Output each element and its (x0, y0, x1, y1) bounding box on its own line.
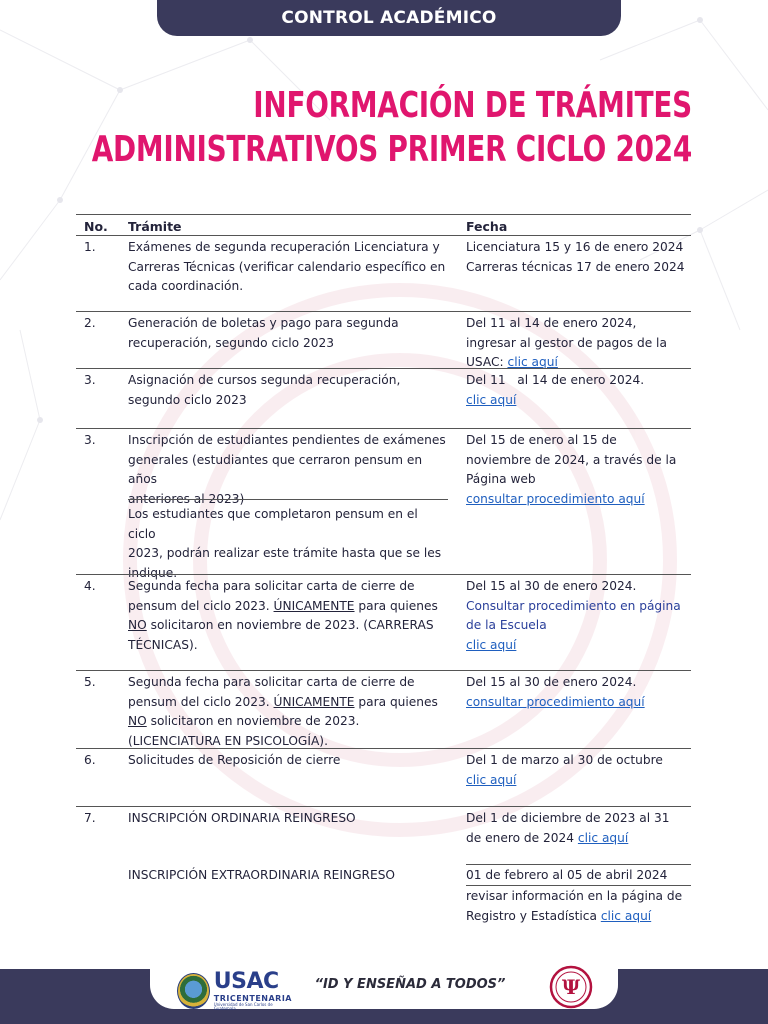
unicamente-emphasis: ÚNICAMENTE (273, 598, 355, 613)
clic-aqui-link[interactable]: clic aquí (466, 772, 517, 787)
fecha-line: Consultar procedimiento en página (466, 598, 681, 613)
table-row (76, 235, 691, 313)
tramite-line: recuperación, segundo ciclo 2023 (128, 335, 335, 350)
tramite-cell (128, 577, 448, 655)
tramite-line: Exámenes de segunda recuperación Licenciatura y (128, 240, 440, 254)
tramite-text: pensum del ciclo 2023. (128, 598, 270, 613)
psi-symbol: Ψ (561, 975, 581, 999)
fecha-line: de la Escuela (466, 618, 547, 633)
header-no: No. (84, 219, 108, 234)
table-row (76, 806, 691, 865)
fecha-line: Licenciatura 15 y 16 de enero 2024 (466, 240, 684, 254)
row-divider (466, 864, 691, 865)
psychology-school-logo-icon (549, 965, 593, 1009)
clic-aqui-link[interactable]: clic aquí (577, 830, 629, 845)
fecha-prefix: de enero de 2024 (466, 830, 575, 845)
fecha-cell (466, 751, 691, 790)
tramite-cell (128, 673, 448, 751)
tramite-line (128, 616, 448, 636)
tramite-line: Inscripción de estudiantes pendientes de exámenes (128, 433, 446, 447)
header-fecha: Fecha (466, 219, 508, 234)
row-number: 6. (84, 753, 96, 767)
fecha-cell (466, 431, 691, 509)
fecha-cell (466, 238, 691, 277)
table-row (76, 311, 691, 370)
tramite-line: Generación de boletas y pago para segunda (128, 316, 399, 330)
clic-aqui-link[interactable]: clic aquí (466, 392, 517, 407)
no-emphasis: NO (128, 714, 147, 729)
header-tramite: Trámite (128, 219, 182, 234)
table-row (76, 864, 691, 924)
fecha-prefix: Registro y Estadística (466, 908, 597, 923)
usac-tricentenaria: TRICENTENARIA (213, 994, 292, 1003)
table-row (76, 428, 691, 580)
page-title-line-1: INFORMACIÓN DE TRÁMITES (253, 85, 692, 126)
consultar-procedimiento-link[interactable]: consultar procedimiento aquí (466, 491, 645, 506)
row-number: 1. (84, 240, 96, 254)
fecha-line (466, 907, 691, 927)
fecha-line: Del 11 al 14 de enero 2024. (466, 373, 645, 387)
tramite-line: Asignación de cursos segunda recuperación, (128, 373, 401, 387)
table-row (76, 670, 691, 749)
page-title (92, 84, 692, 172)
row-number: 3. (84, 433, 96, 447)
table-row (76, 368, 691, 428)
usac-logo (177, 969, 292, 1013)
row-number: 3. (84, 373, 96, 387)
tramite-text: para quienes (358, 694, 438, 709)
tramite-line (128, 693, 448, 713)
fecha-line: ingresar al gestor de pagos de la (466, 335, 667, 350)
usac-wordmark (214, 971, 292, 1011)
fecha-line: Del 1 de marzo al 30 de octubre (466, 753, 663, 767)
tramite-line: generales (estudiantes que cerraron pensum en años (128, 452, 423, 487)
fecha-line: Del 15 al 30 de enero 2024. (466, 579, 637, 593)
table-row (76, 574, 691, 671)
table-header-row (76, 214, 691, 237)
usac-subtitle: Universidad de San Carlos de Guatemala (213, 1002, 273, 1011)
tramite-text: pensum del ciclo 2023. (128, 694, 270, 709)
fecha-line: Del 11 al 14 de enero 2024, (466, 316, 637, 330)
consultar-procedimiento-link[interactable]: consultar procedimiento aquí (466, 694, 645, 709)
fecha-line: Página web (466, 472, 536, 487)
fecha-line: revisar información en la página de (466, 889, 683, 903)
tramite-cell (128, 371, 448, 410)
tramite-line (128, 597, 448, 617)
fecha-line: 01 de febrero al 05 de abril 2024 (466, 868, 668, 882)
fecha-line: Del 15 al 30 de enero 2024. (466, 675, 637, 689)
row-number: 2. (84, 316, 96, 330)
tramite-line: cada coordinación. (128, 279, 244, 294)
tramite-cell (128, 238, 448, 297)
tramite-line: INSCRIPCIÓN ORDINARIA REINGRESO (128, 811, 356, 825)
row-number: 5. (84, 675, 96, 689)
tramite-line: (LICENCIATURA EN PSICOLOGÍA). (128, 733, 328, 748)
tramite-line: indique. (128, 565, 178, 580)
page-title-line-2: ADMINISTRATIVOS PRIMER CICLO 2024 (91, 129, 692, 170)
tramite-line: TÉCNICAS). (128, 637, 198, 652)
clic-aqui-link[interactable]: clic aquí (466, 637, 517, 652)
fecha-line: Carreras técnicas 17 de enero 2024 (466, 259, 685, 274)
tramite-line: segundo ciclo 2023 (128, 392, 247, 407)
fecha-cell (466, 673, 691, 712)
tramite-line (128, 712, 448, 732)
usac-name: USAC (213, 969, 279, 994)
fecha-cell (466, 577, 691, 655)
tramite-cell (128, 866, 448, 886)
usac-seal-icon (177, 973, 210, 1009)
clic-aqui-link[interactable]: clic aquí (600, 908, 652, 923)
tramite-cell (128, 751, 448, 771)
tramite-cell (128, 314, 448, 353)
fecha-cell (466, 809, 691, 848)
no-emphasis: NO (128, 618, 147, 633)
tramite-line: Carreras Técnicas (verificar calendario específico en (128, 259, 446, 274)
tramite-text: solicitaron en noviembre de 2023. (CARRERAS (150, 618, 434, 633)
tramite-line: anteriores al 2023) (128, 491, 245, 506)
tramite-text: solicitaron en noviembre de 2023. (150, 714, 360, 729)
unicamente-emphasis: ÚNICAMENTE (273, 694, 355, 709)
clic-aqui-link[interactable]: clic aquí (507, 355, 558, 370)
fecha-cell-note (466, 887, 691, 926)
tramite-note-cell (128, 505, 448, 583)
banner-title: CONTROL ACADÉMICO (281, 8, 497, 28)
inner-divider (466, 885, 691, 886)
tramite-line: Solicitudes de Reposición de cierre (128, 753, 341, 767)
tramite-line: Segunda fecha para solicitar carta de cierre de (128, 579, 415, 593)
fecha-cell (466, 314, 691, 373)
footer-motto: “ID Y ENSEÑAD A TODOS” (314, 977, 506, 992)
top-banner (157, 0, 621, 36)
fecha-line: Del 15 de enero al 15 de (466, 433, 617, 447)
fecha-prefix: USAC: (466, 355, 504, 370)
tramite-text: para quienes (358, 598, 438, 613)
tramite-line: Los estudiantes que completaron pensum en el ciclo (128, 507, 418, 541)
fecha-cell (466, 371, 691, 410)
fecha-cell (466, 866, 691, 886)
fecha-line: Del 1 de diciembre de 2023 al 31 (466, 811, 670, 825)
row-number: 7. (84, 811, 96, 825)
tramite-cell (128, 431, 448, 509)
table-row (76, 748, 691, 808)
tramite-line: 2023, podrán realizar este trámite hasta que se les (128, 546, 442, 561)
row-number: 4. (84, 579, 96, 593)
fecha-line: noviembre de 2024, a través de la (466, 452, 677, 467)
tramite-cell (128, 809, 448, 829)
fecha-line (466, 829, 691, 849)
tramite-line: Segunda fecha para solicitar carta de cierre de (128, 675, 415, 689)
inner-divider (128, 499, 448, 500)
tramite-line: INSCRIPCIÓN EXTRAORDINARIA REINGRESO (128, 868, 396, 882)
